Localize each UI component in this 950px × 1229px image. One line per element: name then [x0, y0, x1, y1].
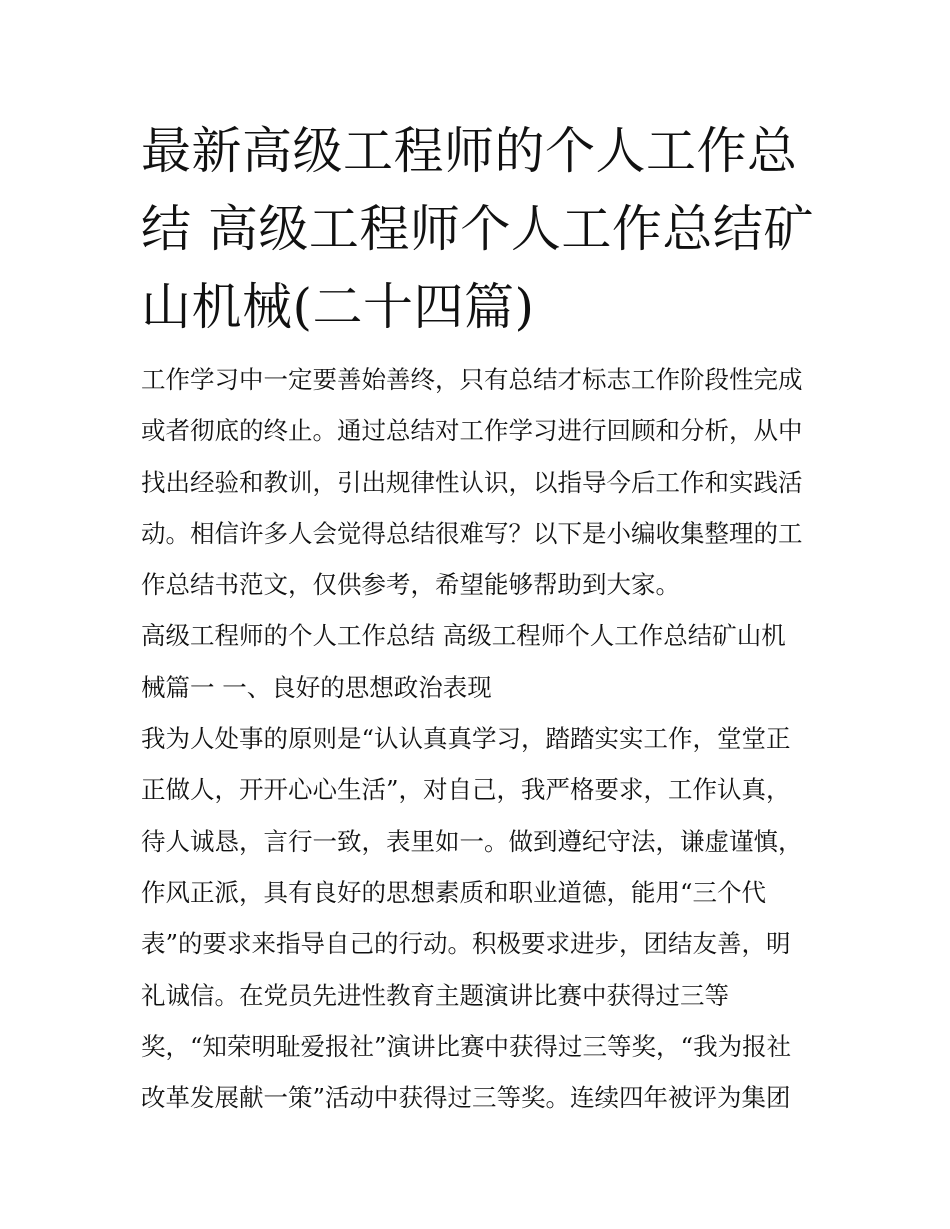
body-line: 改革发展献一策”活动中获得过三等奖。连续四年被评为集团: [141, 1083, 791, 1113]
section-heading-line: 械篇一 一、良好的思想政治表现: [141, 672, 492, 702]
title-line: 最新高级工程师的个人工作总: [141, 122, 798, 180]
body-line: 待人诚恳，言行一致，表里如一。做到遵纪守法，谦虚谨慎，: [141, 826, 803, 856]
section-heading-line: 高级工程师的个人工作总结 高级工程师个人工作总结矿山机: [141, 621, 786, 651]
body-line: 找出经验和教训，引出规律性认识，以指导今后工作和实践活: [141, 467, 803, 497]
body-line: 正做人，开开心心生活”，对自己，我严格要求，工作认真，: [141, 775, 791, 805]
body-line: 或者彻底的终止。通过总结对工作学习进行回顾和分析，从中: [141, 416, 803, 446]
document-body: [141, 354, 817, 1123]
body-line: 作总结书范文，仅供参考，希望能够帮助到大家。: [141, 570, 680, 600]
body-line: 工作学习中一定要善始善终，只有总结才标志工作阶段性完成: [141, 365, 803, 394]
title-line: 山机械(二十四篇): [141, 278, 535, 336]
body-line: 奖，“知荣明耻爱报社”演讲比赛中获得过三等奖，“我为报社: [141, 1031, 792, 1061]
body-line: 作风正派，具有良好的思想素质和职业道德，能用“三个代: [141, 877, 767, 907]
document-content: [141, 112, 817, 1123]
body-line: 表”的要求来指导自己的行动。积极要求进步，团结友善，明: [141, 929, 791, 959]
body-line: 我为人处事的原则是“认认真真学习，踏踏实实工作，堂堂正: [141, 724, 791, 754]
title-line: 结 高级工程师个人工作总结矿: [141, 200, 814, 258]
document-title: [141, 112, 817, 346]
body-line: 动。相信许多人会觉得总结很难写？以下是小编收集整理的工: [141, 518, 803, 548]
body-line: 礼诚信。在党员先进性教育主题演讲比赛中获得过三等: [141, 980, 729, 1010]
